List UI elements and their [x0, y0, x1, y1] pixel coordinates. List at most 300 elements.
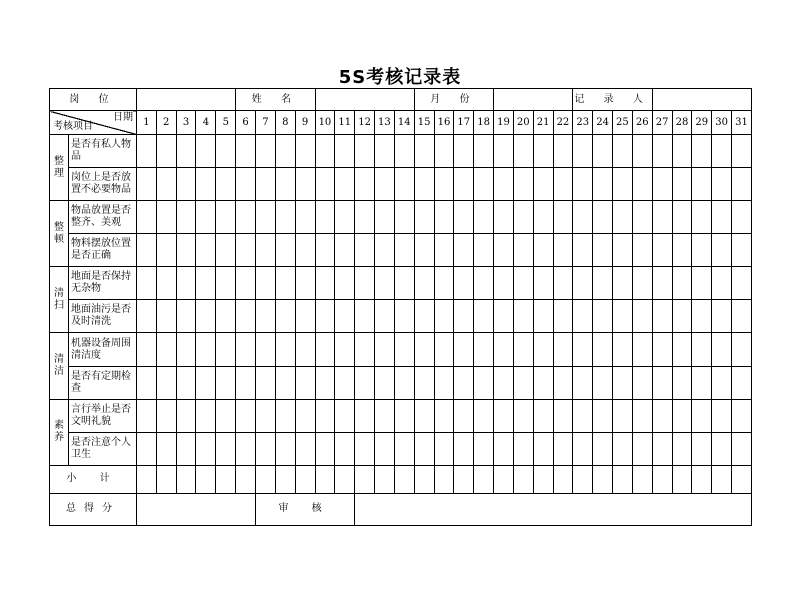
- score-cell[interactable]: [216, 366, 236, 399]
- subtotal-cell[interactable]: [335, 465, 355, 493]
- recorder-value-cell[interactable]: [652, 89, 751, 111]
- score-cell[interactable]: [216, 201, 236, 234]
- score-cell[interactable]: [632, 201, 652, 234]
- score-cell[interactable]: [137, 432, 157, 465]
- score-cell[interactable]: [613, 135, 633, 168]
- score-cell[interactable]: [295, 399, 315, 432]
- subtotal-cell[interactable]: [712, 465, 732, 493]
- score-cell[interactable]: [335, 135, 355, 168]
- score-cell[interactable]: [315, 399, 335, 432]
- score-cell[interactable]: [394, 300, 414, 333]
- score-cell[interactable]: [672, 333, 692, 366]
- score-cell[interactable]: [236, 234, 256, 267]
- score-cell[interactable]: [613, 366, 633, 399]
- score-cell[interactable]: [632, 399, 652, 432]
- score-cell[interactable]: [414, 267, 434, 300]
- score-cell[interactable]: [573, 300, 593, 333]
- score-cell[interactable]: [474, 267, 494, 300]
- score-cell[interactable]: [355, 366, 375, 399]
- score-cell[interactable]: [137, 300, 157, 333]
- score-cell[interactable]: [295, 333, 315, 366]
- score-cell[interactable]: [533, 201, 553, 234]
- score-cell[interactable]: [672, 399, 692, 432]
- score-cell[interactable]: [692, 168, 712, 201]
- score-cell[interactable]: [256, 234, 276, 267]
- score-cell[interactable]: [156, 168, 176, 201]
- score-cell[interactable]: [533, 432, 553, 465]
- score-cell[interactable]: [513, 168, 533, 201]
- subtotal-cell[interactable]: [613, 465, 633, 493]
- score-cell[interactable]: [732, 135, 752, 168]
- score-cell[interactable]: [295, 201, 315, 234]
- score-cell[interactable]: [275, 267, 295, 300]
- score-cell[interactable]: [692, 366, 712, 399]
- score-cell[interactable]: [632, 333, 652, 366]
- score-cell[interactable]: [533, 267, 553, 300]
- score-cell[interactable]: [275, 135, 295, 168]
- score-cell[interactable]: [256, 366, 276, 399]
- score-cell[interactable]: [355, 168, 375, 201]
- score-cell[interactable]: [176, 201, 196, 234]
- score-cell[interactable]: [434, 234, 454, 267]
- score-cell[interactable]: [275, 300, 295, 333]
- score-cell[interactable]: [652, 300, 672, 333]
- score-cell[interactable]: [256, 135, 276, 168]
- score-cell[interactable]: [513, 267, 533, 300]
- score-cell[interactable]: [474, 333, 494, 366]
- subtotal-cell[interactable]: [692, 465, 712, 493]
- score-cell[interactable]: [176, 432, 196, 465]
- score-cell[interactable]: [355, 234, 375, 267]
- score-cell[interactable]: [573, 168, 593, 201]
- post-value-cell[interactable]: [137, 89, 236, 111]
- score-cell[interactable]: [454, 234, 474, 267]
- score-cell[interactable]: [355, 201, 375, 234]
- score-cell[interactable]: [513, 333, 533, 366]
- score-cell[interactable]: [414, 300, 434, 333]
- score-cell[interactable]: [513, 366, 533, 399]
- score-cell[interactable]: [216, 300, 236, 333]
- score-cell[interactable]: [692, 201, 712, 234]
- subtotal-cell[interactable]: [434, 465, 454, 493]
- score-cell[interactable]: [573, 201, 593, 234]
- score-cell[interactable]: [553, 399, 573, 432]
- score-cell[interactable]: [692, 135, 712, 168]
- score-cell[interactable]: [732, 168, 752, 201]
- score-cell[interactable]: [335, 300, 355, 333]
- score-cell[interactable]: [394, 432, 414, 465]
- score-cell[interactable]: [613, 333, 633, 366]
- subtotal-cell[interactable]: [672, 465, 692, 493]
- score-cell[interactable]: [652, 399, 672, 432]
- score-cell[interactable]: [394, 366, 414, 399]
- score-cell[interactable]: [196, 366, 216, 399]
- score-cell[interactable]: [196, 168, 216, 201]
- score-cell[interactable]: [236, 300, 256, 333]
- score-cell[interactable]: [454, 168, 474, 201]
- score-cell[interactable]: [672, 432, 692, 465]
- score-cell[interactable]: [454, 267, 474, 300]
- score-cell[interactable]: [712, 234, 732, 267]
- score-cell[interactable]: [454, 366, 474, 399]
- review-value[interactable]: [355, 493, 752, 525]
- score-cell[interactable]: [632, 267, 652, 300]
- score-cell[interactable]: [176, 333, 196, 366]
- score-cell[interactable]: [474, 234, 494, 267]
- score-cell[interactable]: [315, 300, 335, 333]
- score-cell[interactable]: [474, 168, 494, 201]
- score-cell[interactable]: [275, 432, 295, 465]
- score-cell[interactable]: [494, 300, 514, 333]
- score-cell[interactable]: [236, 333, 256, 366]
- score-cell[interactable]: [672, 135, 692, 168]
- score-cell[interactable]: [137, 267, 157, 300]
- subtotal-cell[interactable]: [375, 465, 395, 493]
- score-cell[interactable]: [632, 168, 652, 201]
- score-cell[interactable]: [156, 333, 176, 366]
- score-cell[interactable]: [474, 201, 494, 234]
- score-cell[interactable]: [573, 267, 593, 300]
- score-cell[interactable]: [672, 201, 692, 234]
- score-cell[interactable]: [652, 168, 672, 201]
- subtotal-cell[interactable]: [196, 465, 216, 493]
- score-cell[interactable]: [176, 399, 196, 432]
- score-cell[interactable]: [196, 267, 216, 300]
- subtotal-cell[interactable]: [533, 465, 553, 493]
- score-cell[interactable]: [216, 168, 236, 201]
- score-cell[interactable]: [573, 366, 593, 399]
- score-cell[interactable]: [474, 135, 494, 168]
- score-cell[interactable]: [137, 399, 157, 432]
- subtotal-cell[interactable]: [454, 465, 474, 493]
- score-cell[interactable]: [513, 432, 533, 465]
- score-cell[interactable]: [394, 201, 414, 234]
- score-cell[interactable]: [632, 300, 652, 333]
- score-cell[interactable]: [494, 234, 514, 267]
- score-cell[interactable]: [375, 168, 395, 201]
- score-cell[interactable]: [335, 234, 355, 267]
- score-cell[interactable]: [335, 432, 355, 465]
- score-cell[interactable]: [295, 267, 315, 300]
- score-cell[interactable]: [256, 432, 276, 465]
- score-cell[interactable]: [494, 201, 514, 234]
- score-cell[interactable]: [613, 168, 633, 201]
- score-cell[interactable]: [533, 168, 553, 201]
- score-cell[interactable]: [494, 333, 514, 366]
- score-cell[interactable]: [315, 168, 335, 201]
- score-cell[interactable]: [613, 432, 633, 465]
- score-cell[interactable]: [732, 432, 752, 465]
- score-cell[interactable]: [513, 201, 533, 234]
- score-cell[interactable]: [712, 300, 732, 333]
- score-cell[interactable]: [275, 234, 295, 267]
- score-cell[interactable]: [394, 267, 414, 300]
- score-cell[interactable]: [256, 300, 276, 333]
- score-cell[interactable]: [196, 432, 216, 465]
- score-cell[interactable]: [494, 366, 514, 399]
- score-cell[interactable]: [712, 201, 732, 234]
- subtotal-cell[interactable]: [553, 465, 573, 493]
- score-cell[interactable]: [216, 333, 236, 366]
- score-cell[interactable]: [434, 168, 454, 201]
- score-cell[interactable]: [256, 333, 276, 366]
- score-cell[interactable]: [613, 267, 633, 300]
- score-cell[interactable]: [553, 300, 573, 333]
- score-cell[interactable]: [454, 300, 474, 333]
- score-cell[interactable]: [533, 333, 553, 366]
- score-cell[interactable]: [355, 300, 375, 333]
- score-cell[interactable]: [216, 135, 236, 168]
- score-cell[interactable]: [474, 432, 494, 465]
- score-cell[interactable]: [414, 366, 434, 399]
- score-cell[interactable]: [394, 168, 414, 201]
- score-cell[interactable]: [275, 366, 295, 399]
- score-cell[interactable]: [692, 267, 712, 300]
- subtotal-cell[interactable]: [494, 465, 514, 493]
- score-cell[interactable]: [295, 135, 315, 168]
- score-cell[interactable]: [196, 399, 216, 432]
- score-cell[interactable]: [335, 333, 355, 366]
- score-cell[interactable]: [216, 267, 236, 300]
- score-cell[interactable]: [137, 168, 157, 201]
- score-cell[interactable]: [335, 168, 355, 201]
- score-cell[interactable]: [652, 234, 672, 267]
- score-cell[interactable]: [593, 135, 613, 168]
- score-cell[interactable]: [494, 135, 514, 168]
- score-cell[interactable]: [275, 168, 295, 201]
- score-cell[interactable]: [454, 201, 474, 234]
- score-cell[interactable]: [394, 135, 414, 168]
- score-cell[interactable]: [454, 432, 474, 465]
- score-cell[interactable]: [672, 366, 692, 399]
- score-cell[interactable]: [573, 333, 593, 366]
- score-cell[interactable]: [236, 168, 256, 201]
- score-cell[interactable]: [315, 333, 335, 366]
- score-cell[interactable]: [414, 333, 434, 366]
- score-cell[interactable]: [553, 168, 573, 201]
- score-cell[interactable]: [553, 366, 573, 399]
- score-cell[interactable]: [414, 432, 434, 465]
- score-cell[interactable]: [137, 366, 157, 399]
- score-cell[interactable]: [454, 399, 474, 432]
- score-cell[interactable]: [652, 432, 672, 465]
- score-cell[interactable]: [732, 366, 752, 399]
- score-cell[interactable]: [672, 300, 692, 333]
- score-cell[interactable]: [216, 432, 236, 465]
- score-cell[interactable]: [434, 333, 454, 366]
- score-cell[interactable]: [335, 267, 355, 300]
- score-cell[interactable]: [593, 267, 613, 300]
- score-cell[interactable]: [474, 399, 494, 432]
- score-cell[interactable]: [672, 234, 692, 267]
- score-cell[interactable]: [137, 135, 157, 168]
- score-cell[interactable]: [513, 399, 533, 432]
- score-cell[interactable]: [494, 432, 514, 465]
- score-cell[interactable]: [494, 267, 514, 300]
- score-cell[interactable]: [533, 366, 553, 399]
- score-cell[interactable]: [553, 432, 573, 465]
- score-cell[interactable]: [573, 399, 593, 432]
- score-cell[interactable]: [156, 135, 176, 168]
- score-cell[interactable]: [176, 135, 196, 168]
- score-cell[interactable]: [454, 135, 474, 168]
- score-cell[interactable]: [692, 234, 712, 267]
- score-cell[interactable]: [156, 432, 176, 465]
- score-cell[interactable]: [375, 234, 395, 267]
- month-value-cell[interactable]: [494, 89, 573, 111]
- score-cell[interactable]: [632, 432, 652, 465]
- score-cell[interactable]: [414, 399, 434, 432]
- subtotal-cell[interactable]: [632, 465, 652, 493]
- score-cell[interactable]: [394, 399, 414, 432]
- score-cell[interactable]: [236, 399, 256, 432]
- subtotal-cell[interactable]: [275, 465, 295, 493]
- subtotal-cell[interactable]: [732, 465, 752, 493]
- score-cell[interactable]: [355, 267, 375, 300]
- score-cell[interactable]: [137, 333, 157, 366]
- score-cell[interactable]: [315, 201, 335, 234]
- score-cell[interactable]: [474, 300, 494, 333]
- score-cell[interactable]: [434, 135, 454, 168]
- subtotal-cell[interactable]: [137, 465, 157, 493]
- score-cell[interactable]: [494, 399, 514, 432]
- score-cell[interactable]: [732, 333, 752, 366]
- score-cell[interactable]: [553, 267, 573, 300]
- score-cell[interactable]: [593, 168, 613, 201]
- subtotal-cell[interactable]: [315, 465, 335, 493]
- score-cell[interactable]: [672, 267, 692, 300]
- score-cell[interactable]: [137, 234, 157, 267]
- score-cell[interactable]: [434, 399, 454, 432]
- score-cell[interactable]: [375, 333, 395, 366]
- subtotal-cell[interactable]: [414, 465, 434, 493]
- score-cell[interactable]: [335, 201, 355, 234]
- score-cell[interactable]: [236, 267, 256, 300]
- score-cell[interactable]: [355, 432, 375, 465]
- score-cell[interactable]: [196, 333, 216, 366]
- score-cell[interactable]: [553, 135, 573, 168]
- subtotal-cell[interactable]: [394, 465, 414, 493]
- score-cell[interactable]: [156, 201, 176, 234]
- score-cell[interactable]: [156, 267, 176, 300]
- score-cell[interactable]: [434, 267, 454, 300]
- score-cell[interactable]: [593, 399, 613, 432]
- score-cell[interactable]: [315, 267, 335, 300]
- score-cell[interactable]: [295, 366, 315, 399]
- score-cell[interactable]: [394, 333, 414, 366]
- score-cell[interactable]: [692, 399, 712, 432]
- score-cell[interactable]: [613, 399, 633, 432]
- score-cell[interactable]: [553, 201, 573, 234]
- score-cell[interactable]: [335, 399, 355, 432]
- score-cell[interactable]: [533, 399, 553, 432]
- score-cell[interactable]: [375, 267, 395, 300]
- score-cell[interactable]: [712, 366, 732, 399]
- score-cell[interactable]: [236, 135, 256, 168]
- score-cell[interactable]: [375, 300, 395, 333]
- score-cell[interactable]: [196, 201, 216, 234]
- score-cell[interactable]: [632, 234, 652, 267]
- score-cell[interactable]: [593, 432, 613, 465]
- score-cell[interactable]: [732, 267, 752, 300]
- score-cell[interactable]: [553, 234, 573, 267]
- score-cell[interactable]: [196, 135, 216, 168]
- score-cell[interactable]: [593, 300, 613, 333]
- score-cell[interactable]: [712, 135, 732, 168]
- score-cell[interactable]: [533, 234, 553, 267]
- score-cell[interactable]: [434, 300, 454, 333]
- score-cell[interactable]: [732, 201, 752, 234]
- score-cell[interactable]: [176, 267, 196, 300]
- score-cell[interactable]: [216, 399, 236, 432]
- score-cell[interactable]: [275, 399, 295, 432]
- score-cell[interactable]: [137, 201, 157, 234]
- score-cell[interactable]: [375, 201, 395, 234]
- score-cell[interactable]: [355, 135, 375, 168]
- score-cell[interactable]: [533, 135, 553, 168]
- score-cell[interactable]: [295, 432, 315, 465]
- score-cell[interactable]: [434, 432, 454, 465]
- score-cell[interactable]: [712, 399, 732, 432]
- subtotal-cell[interactable]: [256, 465, 276, 493]
- score-cell[interactable]: [573, 135, 593, 168]
- score-cell[interactable]: [236, 366, 256, 399]
- subtotal-cell[interactable]: [176, 465, 196, 493]
- subtotal-cell[interactable]: [295, 465, 315, 493]
- score-cell[interactable]: [732, 399, 752, 432]
- score-cell[interactable]: [375, 432, 395, 465]
- score-cell[interactable]: [613, 234, 633, 267]
- subtotal-cell[interactable]: [652, 465, 672, 493]
- subtotal-cell[interactable]: [355, 465, 375, 493]
- score-cell[interactable]: [494, 168, 514, 201]
- score-cell[interactable]: [652, 366, 672, 399]
- name-value-cell[interactable]: [315, 89, 414, 111]
- score-cell[interactable]: [692, 432, 712, 465]
- score-cell[interactable]: [216, 234, 236, 267]
- score-cell[interactable]: [394, 234, 414, 267]
- score-cell[interactable]: [315, 135, 335, 168]
- score-cell[interactable]: [414, 234, 434, 267]
- score-cell[interactable]: [295, 168, 315, 201]
- score-cell[interactable]: [712, 168, 732, 201]
- score-cell[interactable]: [513, 234, 533, 267]
- subtotal-cell[interactable]: [593, 465, 613, 493]
- subtotal-cell[interactable]: [513, 465, 533, 493]
- score-cell[interactable]: [315, 234, 335, 267]
- score-cell[interactable]: [414, 168, 434, 201]
- score-cell[interactable]: [256, 168, 276, 201]
- score-cell[interactable]: [732, 234, 752, 267]
- score-cell[interactable]: [256, 201, 276, 234]
- score-cell[interactable]: [454, 333, 474, 366]
- score-cell[interactable]: [256, 399, 276, 432]
- score-cell[interactable]: [434, 366, 454, 399]
- score-cell[interactable]: [593, 366, 613, 399]
- score-cell[interactable]: [275, 201, 295, 234]
- subtotal-cell[interactable]: [573, 465, 593, 493]
- score-cell[interactable]: [652, 333, 672, 366]
- score-cell[interactable]: [315, 432, 335, 465]
- score-cell[interactable]: [275, 333, 295, 366]
- score-cell[interactable]: [513, 135, 533, 168]
- subtotal-cell[interactable]: [156, 465, 176, 493]
- score-cell[interactable]: [236, 201, 256, 234]
- score-cell[interactable]: [375, 366, 395, 399]
- score-cell[interactable]: [712, 333, 732, 366]
- score-cell[interactable]: [196, 234, 216, 267]
- score-cell[interactable]: [176, 300, 196, 333]
